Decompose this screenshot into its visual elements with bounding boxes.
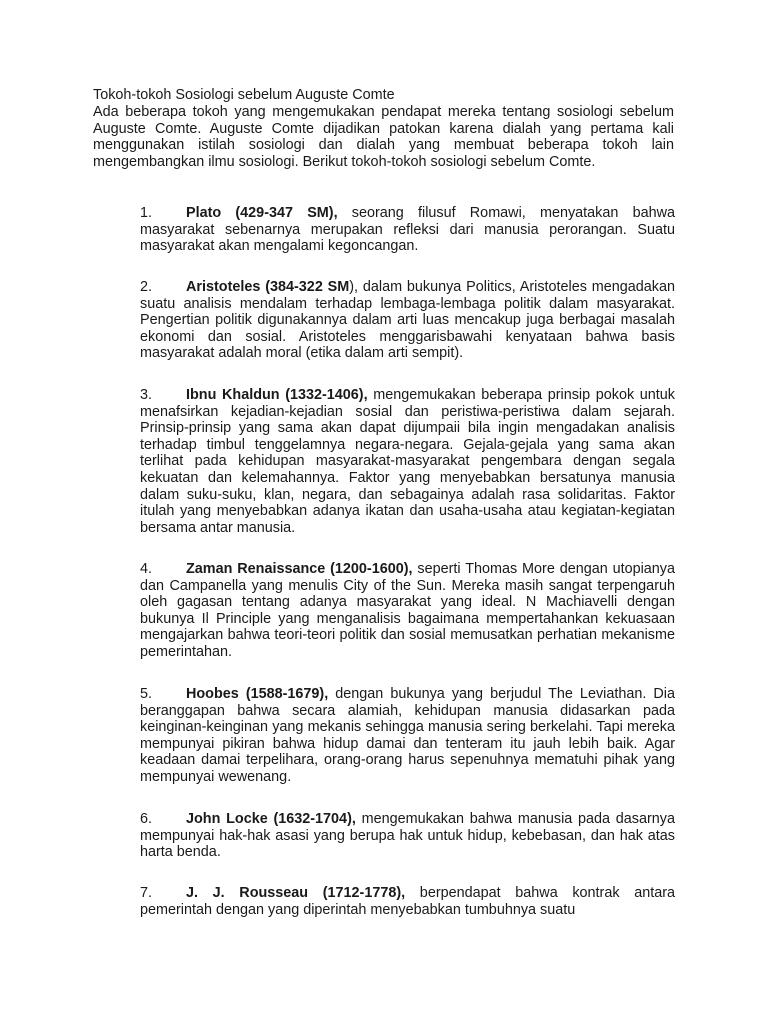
- item-number: 7.: [140, 885, 153, 901]
- item-text: seperti Thomas More dengan utopianya dan Campanella yang menulis City of the Sun. Mereka masih sangat terpengaruh oleh gagasan tentang adanya masyarakat yang ideal. N Machiavelli dengan bukunya Il Principle yang menganalisis bagaimana mempertahankan kekuasaan mengajarkan bahwa teori-teori politik dan sosial memusatkan perhatian mekanisme pemerintahan.: [140, 561, 676, 660]
- list-item: [140, 686, 675, 786]
- item-number: 1.: [140, 205, 153, 221]
- list-item: [140, 561, 675, 661]
- item-name: Aristoteles (384-322 SM: [186, 279, 350, 295]
- list-item: [140, 811, 675, 861]
- item-text: mengemukakan bahwa manusia pada dasarnya mempunyai hak-hak asasi yang berupa hak untuk hidup, kebebasan, dan hak atas harta benda.: [140, 811, 675, 861]
- item-name: Hoobes (1588-1679),: [186, 686, 329, 702]
- item-name: Ibnu Khaldun (1332-1406),: [186, 387, 368, 403]
- item-text: ), dalam bukunya Politics, Aristoteles mengadakan suatu analisis mendalam terhadap lembaga-lembaga politik dalam masyarakat. Pengertian politik digunakannya dalam arti luas mencakup juga berbagai masalah ekonomi dan sosial. Aristoteles menggarisbawahi kenyataan bahwa basis masyarakat adalah moral (etika dalam arti sempit).: [140, 279, 675, 362]
- item-text: dengan bukunya yang berjudul The Leviathan. Dia beranggapan bahwa secara alamiah, kehidupan manusia didasarkan pada keinginan-keinginan yang mekanis sehingga manusia sering berkelahi. Tapi mereka mempunyai pikiran bahwa hidup damai dan tenteram itu jauh lebih baik. Agar keadaan damai terpelihara, orang-orang harus sepenuhnya mematuhi pihak yang mempunyai wewenang.: [140, 686, 675, 785]
- list-item: [140, 279, 675, 362]
- item-text: seorang filusuf Romawi, menyatakan bahwa masyarakat sebenarnya merupakan refleksi dari manusia perorangan. Suatu masyarakat akan mengalami kegoncangan.: [140, 205, 675, 255]
- item-number: 2.: [140, 279, 153, 295]
- list-item: [140, 205, 675, 255]
- item-name: J. J. Rousseau (1712-1778),: [186, 885, 406, 901]
- item-number: 5.: [140, 686, 153, 702]
- list-item: [140, 885, 675, 918]
- item-name: John Locke (1632-1704),: [186, 811, 356, 827]
- item-number: 4.: [140, 561, 153, 577]
- item-text: mengemukakan beberapa prinsip pokok untuk menafsirkan kejadian-kejadian sosial dan peristiwa-peristiwa dalam sejarah. Prinsip-prinsip yang sama akan dapat dijumpaii bila ingin mengadakan analisis terhadap timbul tenggelamnya negara-negara. Gejala-gejala yang sama akan terlihat pada kehidupan masyarakat-masyarakat pengembara dengan segala kekuatan dan kelemahannya. Faktor yang menyebabkan bersatunya manusia dalam suku-suku, klan, negara, dan sebagainya adalah rasa solidaritas. Faktor itulah yang menyebabkan adanya ikatan dan usaha-usaha atau kegiatan-kegiatan bersama antar manusia.: [140, 387, 675, 536]
- item-text: berpendapat bahwa kontrak antara pemerintah dengan yang diperintah menyebabkan tumbuhnya suatu: [140, 885, 675, 918]
- intro-paragraph: Ada beberapa tokoh yang mengemukakan pendapat mereka tentang sosiologi sebelum Auguste Comte. Auguste Comte dijadikan patokan karena dialah yang pertama kali menggunakan istilah sosiologi dan dialah yang membuat beberapa tokoh lain mengembangkan ilmu sosiologi. Berikut tokoh-tokoh sosiologi sebelum Comte.: [93, 104, 674, 170]
- item-number: 3.: [140, 387, 153, 403]
- document-title: Tokoh-tokoh Sosiologi sebelum Auguste Comte: [93, 87, 395, 103]
- item-name: Plato (429-347 SM),: [186, 205, 338, 221]
- item-name: Zaman Renaissance (1200-1600),: [186, 561, 413, 577]
- item-number: 6.: [140, 811, 153, 827]
- list-item: [140, 387, 675, 536]
